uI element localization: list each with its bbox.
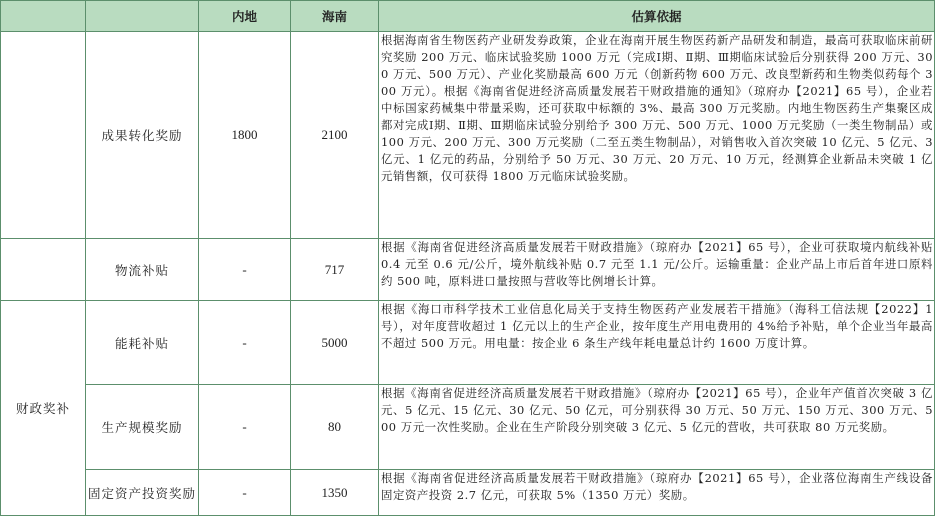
header-category <box>1 1 86 32</box>
category-label: 财政奖补 <box>1 301 86 516</box>
header-basis: 估算依据 <box>379 1 935 32</box>
row-item-label: 物流补贴 <box>86 239 199 301</box>
row-inland-value: - <box>199 239 291 301</box>
row-hainan-value: 1350 <box>291 470 379 516</box>
row-basis-text: 根据海南省生物医药产业研发券政策，企业在海南开展生物医药新产品研发和制造，最高可获取临床前研究奖励 200 万元、临床试验奖励 1000 万元（完成Ⅰ期、Ⅱ期、Ⅲ期临床试验后分别获得 200 万元、300 万元、500 万元）、产业化奖励最高 600 万元（创新药物 600 万元、改良型新药和生物类似药每个 300 万元）。根据《海南省促进经济高质量发展若干财政措施的通知》（琼府办【2021】65 号），企业若中标国家药械集中带量采购，还可获取中标额的 3%、最高 300 万元奖励。内地生物医药生产集聚区成都对完成Ⅰ期、Ⅱ期、Ⅲ期临床试验分别给予 300 万元、500 万元、1000 万元奖励（一类生物制品）或 100 万元、200 万元、300 万元奖励（二至五类生物制品），对销售收入首次突破 10 亿元、5 亿元、3 亿元、1 亿元的药品，分别给予 50 万元、30 万元、20 万元、10 万元，经测算企业新品未突破 1 亿元销售额，仅可获得 1800 万元临床试验奖励。 <box>379 32 935 239</box>
row-basis-text: 根据《海南省促进经济高质量发展若干财政措施》（琼府办【2021】65 号），企业可获取境内航线补贴 0.4 元至 0.6 元/公斤，境外航线补贴 0.7 元至 1.1 元/公斤。运输重量：企业产品上市后首年进口原料约 500 吨，原料进口量按照与营收等比例增长计算。 <box>379 239 935 301</box>
row-item-label: 成果转化奖励 <box>86 32 199 239</box>
row-hainan-value: 717 <box>291 239 379 301</box>
row-inland-value: - <box>199 385 291 470</box>
header-hainan: 海南 <box>291 1 379 32</box>
row-hainan-value: 5000 <box>291 301 379 385</box>
row-basis-text: 根据《海南省促进经济高质量发展若干财政措施》（琼府办【2021】65 号），企业落位海南生产线设备固定资产投资 2.7 亿元，可获取 5%（1350 万元）奖励。 <box>379 470 935 516</box>
row-item-label: 能耗补贴 <box>86 301 199 385</box>
row-hainan-value: 2100 <box>291 32 379 239</box>
category-empty-cell <box>1 239 86 301</box>
header-inland: 内地 <box>199 1 291 32</box>
row-basis-text: 根据《海口市科学技术工业信息化局关于支持生物医药产业发展若干措施》（海科工信法规【2022】1 号），对年度营收超过 1 亿元以上的生产企业，按年度生产用电费用的 4%给予补贴，单个企业当年最高不超过 500 万元。用电量：按企业 6 条生产线年耗电量总计约 1600 万度计算。 <box>379 301 935 385</box>
table-header-row <box>1 1 935 32</box>
header-item <box>86 1 199 32</box>
row-inland-value: 1800 <box>199 32 291 239</box>
category-empty-cell <box>1 32 86 239</box>
row-item-label: 生产规模奖励 <box>86 385 199 470</box>
table-row <box>1 385 935 470</box>
row-hainan-value: 80 <box>291 385 379 470</box>
row-inland-value: - <box>199 301 291 385</box>
row-basis-text: 根据《海南省促进经济高质量发展若干财政措施》（琼府办【2021】65 号），企业年产值首次突破 3 亿元、5 亿元、15 亿元、30 亿元、50 亿元，可分别获得 30 万元、50 万元、150 万元、300 万元、500 万元一次性奖励。企业在生产阶段分别突破 3 亿元、5 亿元的营收，共可获取 80 万元奖励。 <box>379 385 935 470</box>
table-row <box>1 32 935 239</box>
table-row <box>1 470 935 516</box>
row-inland-value: - <box>199 470 291 516</box>
table-row <box>1 301 935 385</box>
table-row <box>1 239 935 301</box>
row-item-label: 固定资产投资奖励 <box>86 470 199 516</box>
